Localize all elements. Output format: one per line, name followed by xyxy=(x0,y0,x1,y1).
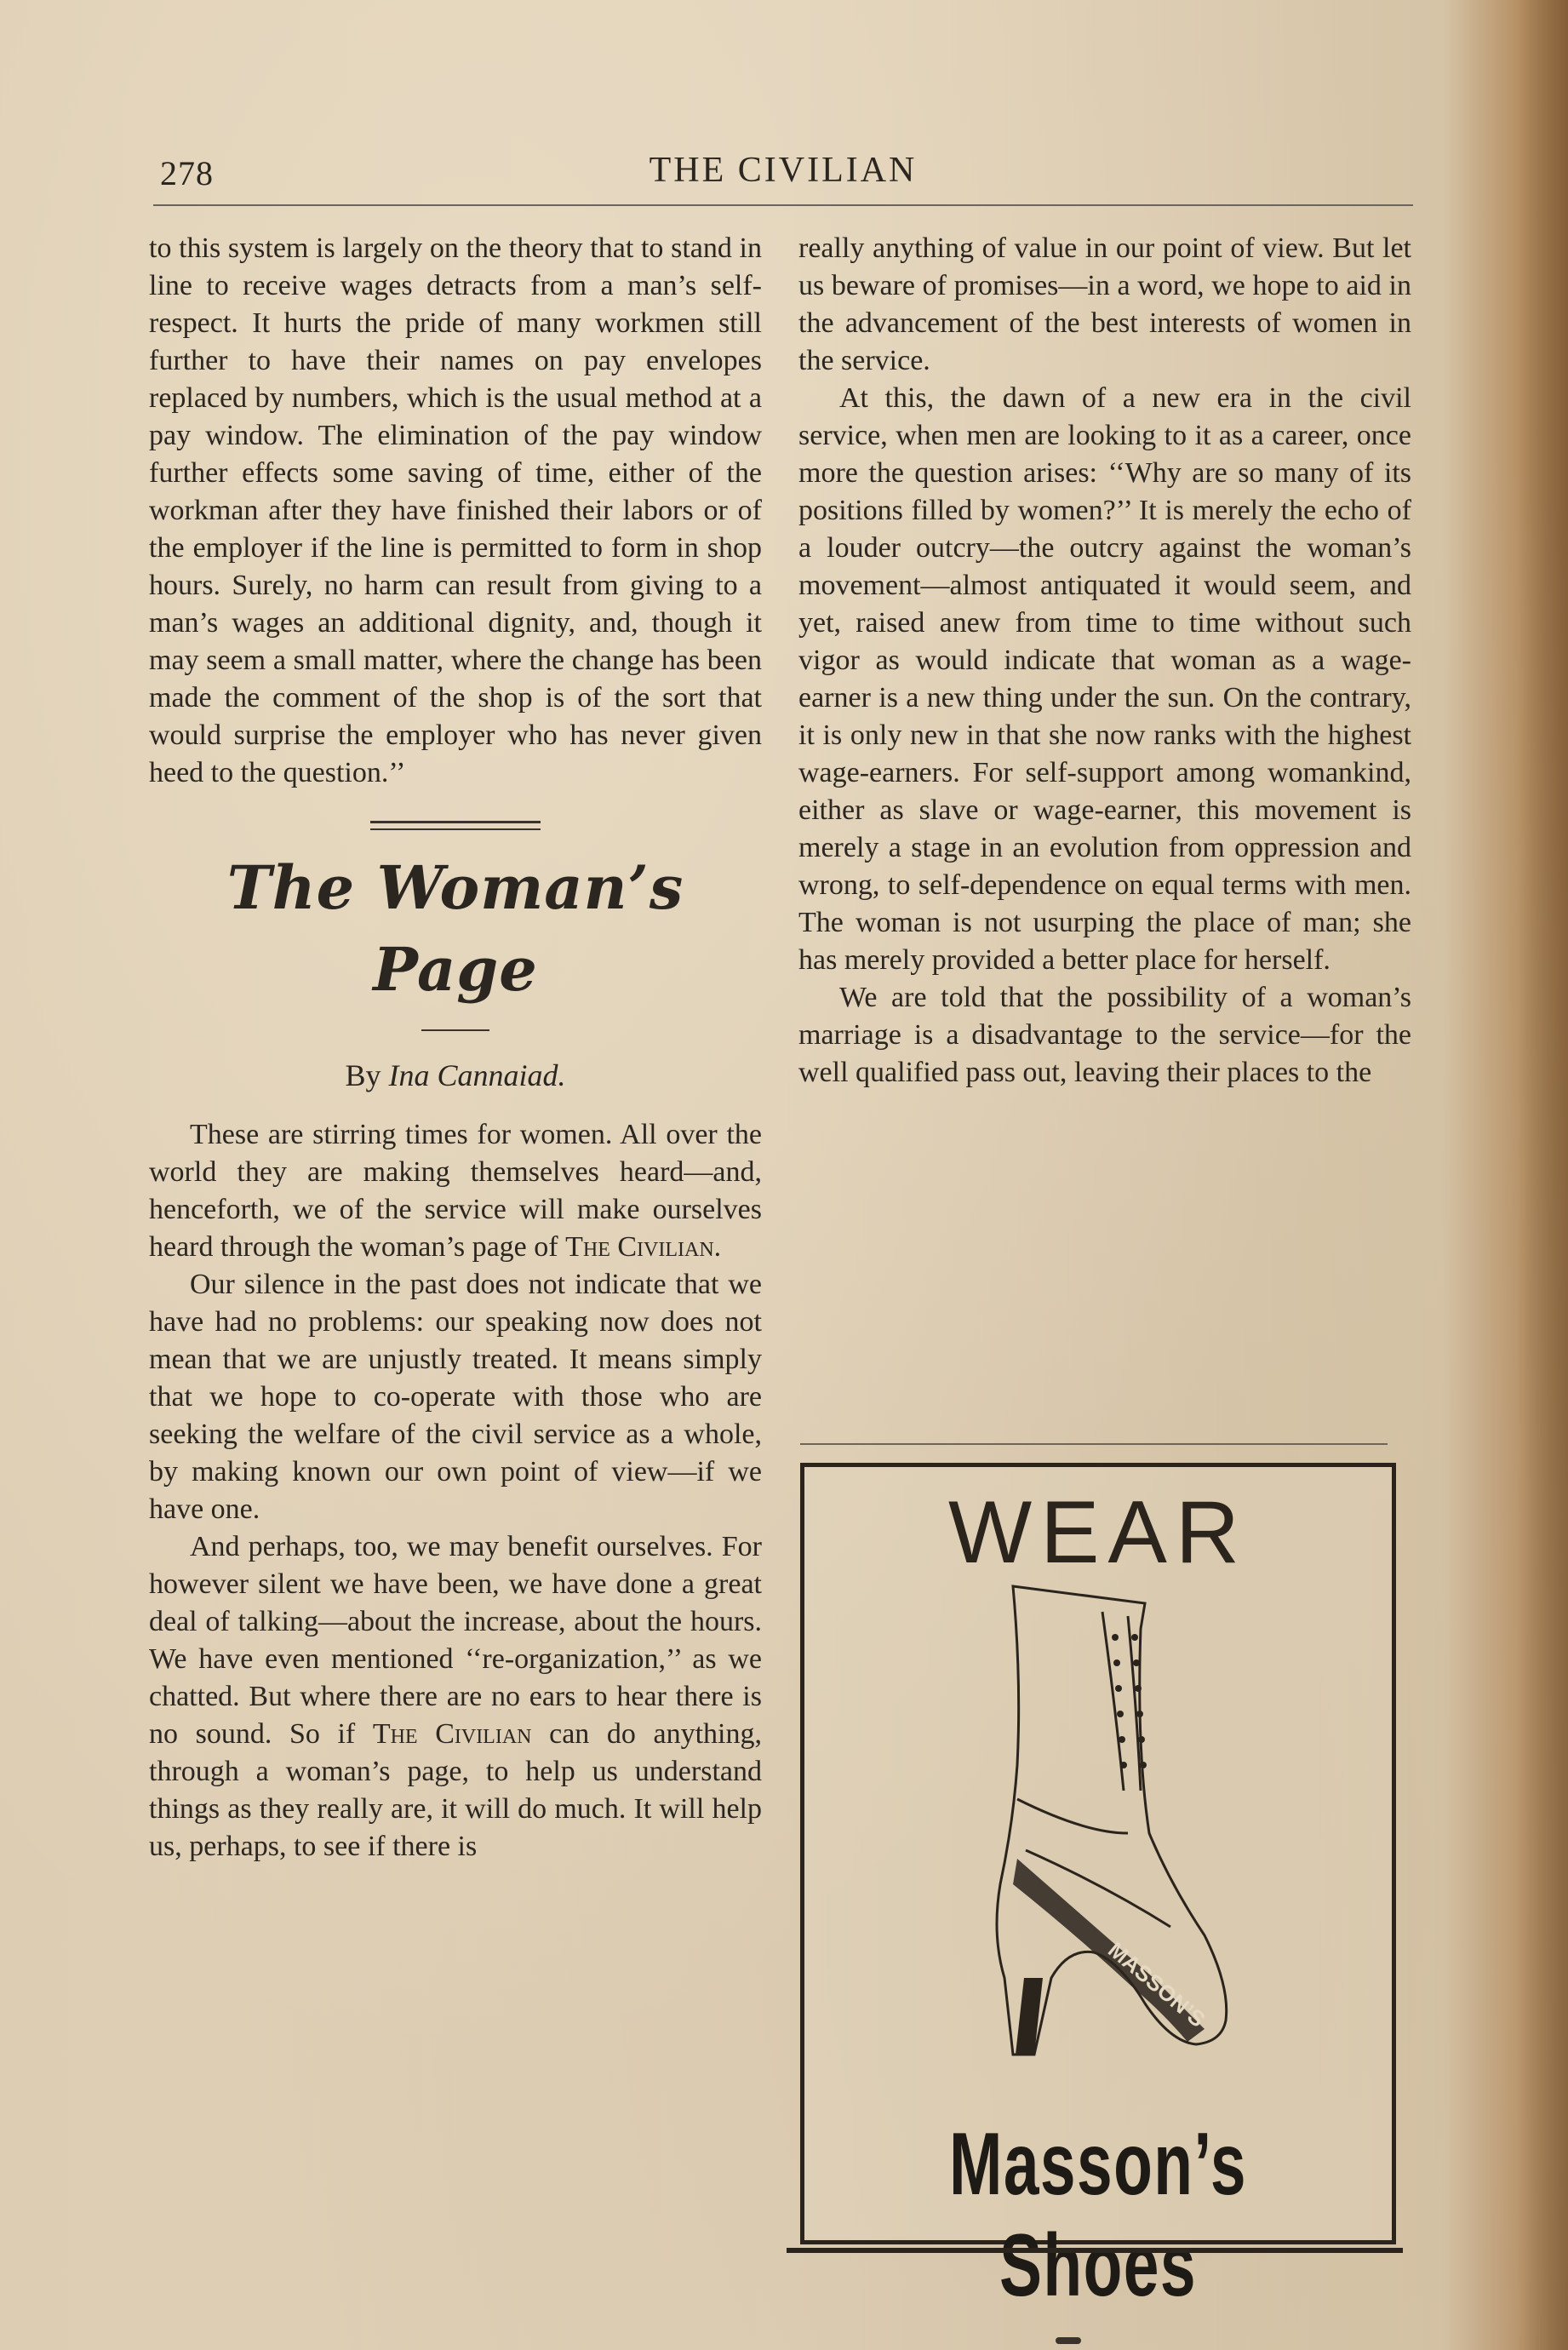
byline-author: Ina Cannaiad. xyxy=(388,1058,566,1092)
advertisement-bottom-rule xyxy=(787,2248,1403,2253)
byline-prefix: By xyxy=(345,1058,381,1092)
byline xyxy=(149,1057,762,1094)
title-rule xyxy=(421,1029,489,1031)
article-paragraph-3 xyxy=(149,1528,762,1866)
advertisement-top-rule xyxy=(800,1443,1388,1445)
feature-title: The Woman’s Page xyxy=(226,852,684,1005)
page-edge-shadow xyxy=(1517,0,1568,2350)
page-number: 278 xyxy=(160,154,214,192)
advertisement-box xyxy=(800,1463,1396,2315)
paragraph-3-end: can do anything, through a woman’s page, to help us understand things as they really are, it will do much. It will help us, perhaps, to see if there is xyxy=(149,1718,762,1862)
article-paragraph-4: At this, the dawn of a new era in the civil service, when men are looking to it as a career, once more the question arises: ‘‘Why are so many of its positions filled by women?’’ It is merely the echo of a louder outcry—the outcry against the woman’s movement—almost antiquated it would seem, and yet, raised anew from time to time without such vigor as would indicate that woman as a wage-earner is a new thing under the sun. On the contrary, it is only new in that she now ranks with the highest wage-earners. For self-support among womankind, either as slave or wage-earner, this movement is merely a stage in an evolution from oppression and wrong, to self-dependence on equal terms with men. The woman is not usurping the place of man; she has merely provided a better place for herself. xyxy=(798,382,1411,976)
boot-brand-label: MASSON’S xyxy=(1103,1936,1210,2032)
paragraph-1-end: . xyxy=(713,1231,722,1263)
article-paragraph-5: We are told that the possibility of a woman’s marriage is a disadvantage to the service—for the well qualified pass out, leaving their places to the xyxy=(798,982,1411,1088)
ad-brand-name: Masson’s Shoes xyxy=(949,2115,1247,2315)
publication-name: The Civilian xyxy=(565,1231,714,1263)
boot-illustration xyxy=(932,1578,1273,2106)
header-rule xyxy=(153,204,1413,206)
ad-headline: WEAR xyxy=(948,1483,1248,1582)
ink-blot xyxy=(1056,2337,1081,2344)
running-title: THE CIVILIAN xyxy=(649,151,918,190)
page-header xyxy=(153,145,1413,204)
paragraph-3-text: And perhaps, too, we may benefit ourselves. For however silent we have been, we have done a great deal of talking—about the increase, about the hours. We have even mentioned ‘‘re-organization,’’ as we chatted. But where there are no ears to hear there is no sound. So if xyxy=(149,1531,762,1750)
continued-paragraph: really anything of value in our point of view. But let us beware of promises—in a word, we hope to aid in the advancement of the best interests of women in the service. xyxy=(798,232,1411,376)
article-paragraph-2: Our silence in the past does not indicate that we have had no problems: our speaking now does not mean that we are unjustly treated. It means simply that we hope to co-operate with those who are seeking the welfare of the civil service as a whole, by making known our own point of view—if we have one. xyxy=(149,1269,762,1525)
left-column xyxy=(149,230,762,1866)
continued-paragraph: to this system is largely on the theory that to stand in line to receive wages detracts from a man’s self-respect. It hurts the pride of many workmen still further to have their names on pay envelopes replaced by numbers, which is the usual method at a pay window. The elimination of the pay window further effects some saving of time, either of the workman after they have finished their labors or of the employer if the line is permitted to form in shop hours. Surely, no harm can result from giving to a man’s wages an additional dignity, and, though it may seem a small matter, where the change has been made the comment of the shop is of the sort that would surprise the employer who has never given heed to the question.’’ xyxy=(149,232,762,788)
publication-name: The Civilian xyxy=(372,1718,532,1750)
section-divider xyxy=(370,821,541,830)
right-column xyxy=(798,230,1411,1092)
paragraph-1-text: These are stirring times for women. All over the world they are making themselves heard—and, henceforth, we of the service will make ourselves heard through the woman’s page of xyxy=(149,1119,762,1263)
article-paragraph-1 xyxy=(149,1116,762,1266)
